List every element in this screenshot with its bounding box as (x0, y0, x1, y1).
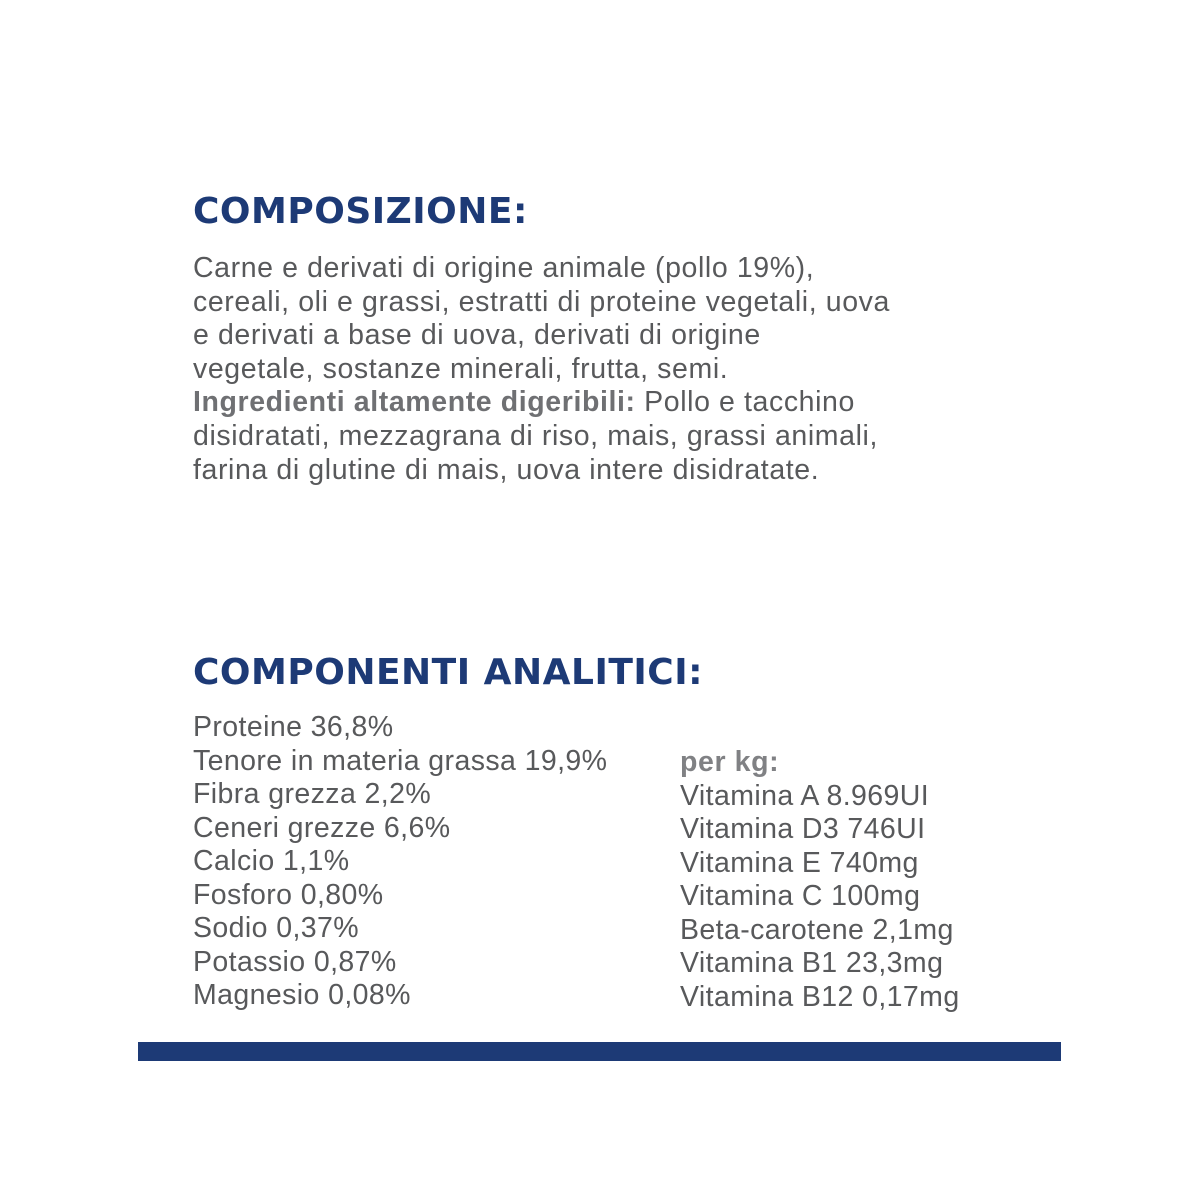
analytic-item: Proteine 36,8% (193, 711, 394, 743)
vitamin-item: Vitamina D3 746UI (680, 813, 926, 845)
analytic-item: Fosforo 0,80% (193, 878, 384, 911)
digestible-ingredients-line: disidratati, mezzagrana di riso, mais, grassi animali, (193, 419, 878, 452)
analytic-item: Tenore in materia grassa 19,9% (193, 744, 608, 777)
bottom-divider-bar (138, 1042, 1061, 1061)
composizione-line: e derivati a base di uova, derivati di origine (193, 319, 761, 352)
digestible-ingredients-text: Pollo e tacchino (635, 386, 855, 419)
analytic-item: Ceneri grezze 6,6% (193, 811, 451, 844)
digestible-ingredients-line: farina di glutine di mais, uova intere disidratate. (193, 453, 820, 486)
analytic-item: Fibra grezza 2,2% (193, 778, 432, 810)
vitamin-item: Vitamina C 100mg (680, 880, 921, 912)
analytic-components-list (193, 711, 607, 1013)
composizione-heading: COMPOSIZIONE: (193, 191, 528, 232)
vitamins-per-kg-list (680, 746, 960, 1014)
analytic-item: Sodio 0,37% (193, 912, 360, 944)
per-kg-label: per kg: (680, 746, 780, 778)
vitamin-item: Vitamina B1 23,3mg (680, 947, 944, 979)
composizione-line: Carne e derivati di origine animale (pollo 19%), (193, 252, 815, 284)
vitamin-item: Vitamina B12 0,17mg (680, 980, 960, 1013)
composizione-line: cereali, oli e grassi, estratti di proteine vegetali, uova (193, 285, 890, 318)
componenti-analitici-heading: COMPONENTI ANALITICI: (193, 652, 704, 693)
vitamin-item: Vitamina A 8.969UI (680, 779, 930, 812)
analytic-item: Calcio 1,1% (193, 845, 350, 877)
composizione-line: vegetale, sostanze minerali, frutta, semi. (193, 352, 729, 385)
analytic-item: Magnesio 0,08% (193, 979, 411, 1011)
digestible-ingredients-label: Ingredienti altamente digeribili: (193, 386, 636, 419)
digestible-ingredients-line (193, 386, 1053, 420)
analytic-item: Potassio 0,87% (193, 945, 397, 978)
composizione-paragraph (193, 252, 1053, 487)
vitamin-item: Vitamina E 740mg (680, 846, 919, 879)
vitamin-item: Beta-carotene 2,1mg (680, 913, 954, 946)
